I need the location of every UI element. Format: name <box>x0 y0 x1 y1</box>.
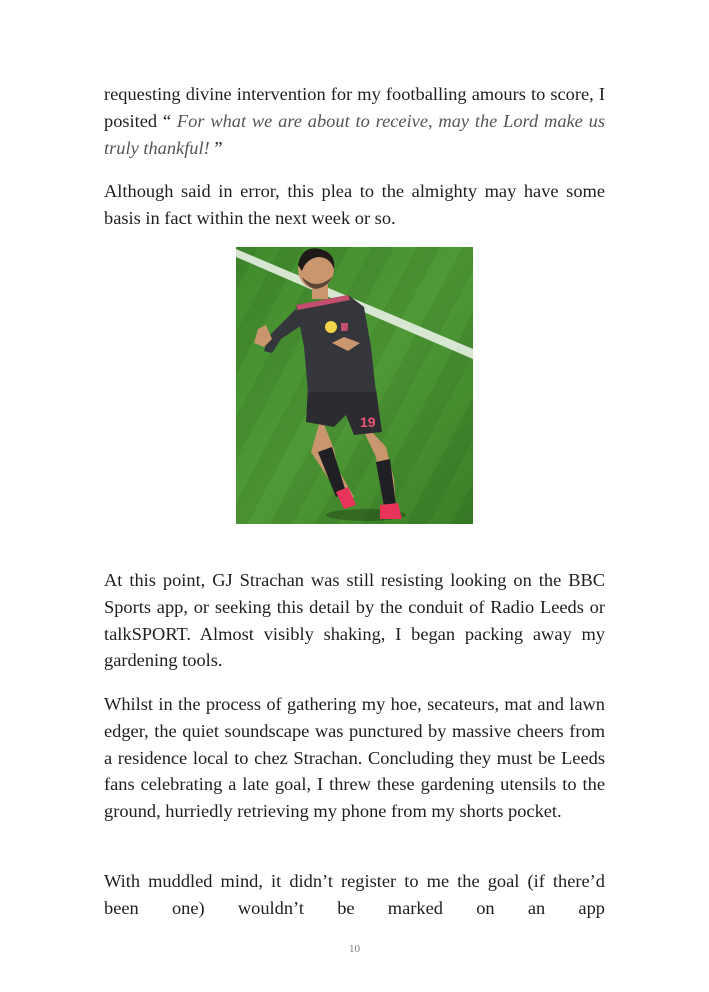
italic-quote: For what we are about to receive, may the Lord make us truly thankful! <box>104 110 606 158</box>
footballer-celebration-photo <box>236 247 473 524</box>
page-number: 10 <box>349 943 360 955</box>
shirt-number: 19 <box>360 414 376 430</box>
closing-quote-mark: ” <box>209 137 223 158</box>
paragraph-2: Although said in error, this plea to the almighty may have some basis in fact within the next week or so. <box>104 181 605 228</box>
paragraph-5: With muddled mind, it didn’t register to me the goal (if there’d been one) wouldn’t be marked on an app <box>104 871 605 918</box>
paragraph-3: At this point, GJ Strachan was still resisting looking on the BBC Sports app, or seeking this detail by the conduit of Radio Leeds or talkSPORT. Almost visibly shaking, I began packing away my gardening tools. <box>104 570 605 671</box>
paragraph-4: Whilst in the process of gathering my hoe, secateurs, mat and lawn edger, the quiet soundscape was punctured by massive cheers from a residence local to chez Strachan. Concluding they must be Leeds fans celebrating a late goal, I threw these gardening utensils to the ground, hurriedly retrieving my phone from my shorts pocket. <box>104 694 605 822</box>
paragraph-1 <box>104 81 605 161</box>
paragraph-1-text: requesting divine intervention for my footballing amours to score, I posited “ <box>104 84 605 131</box>
